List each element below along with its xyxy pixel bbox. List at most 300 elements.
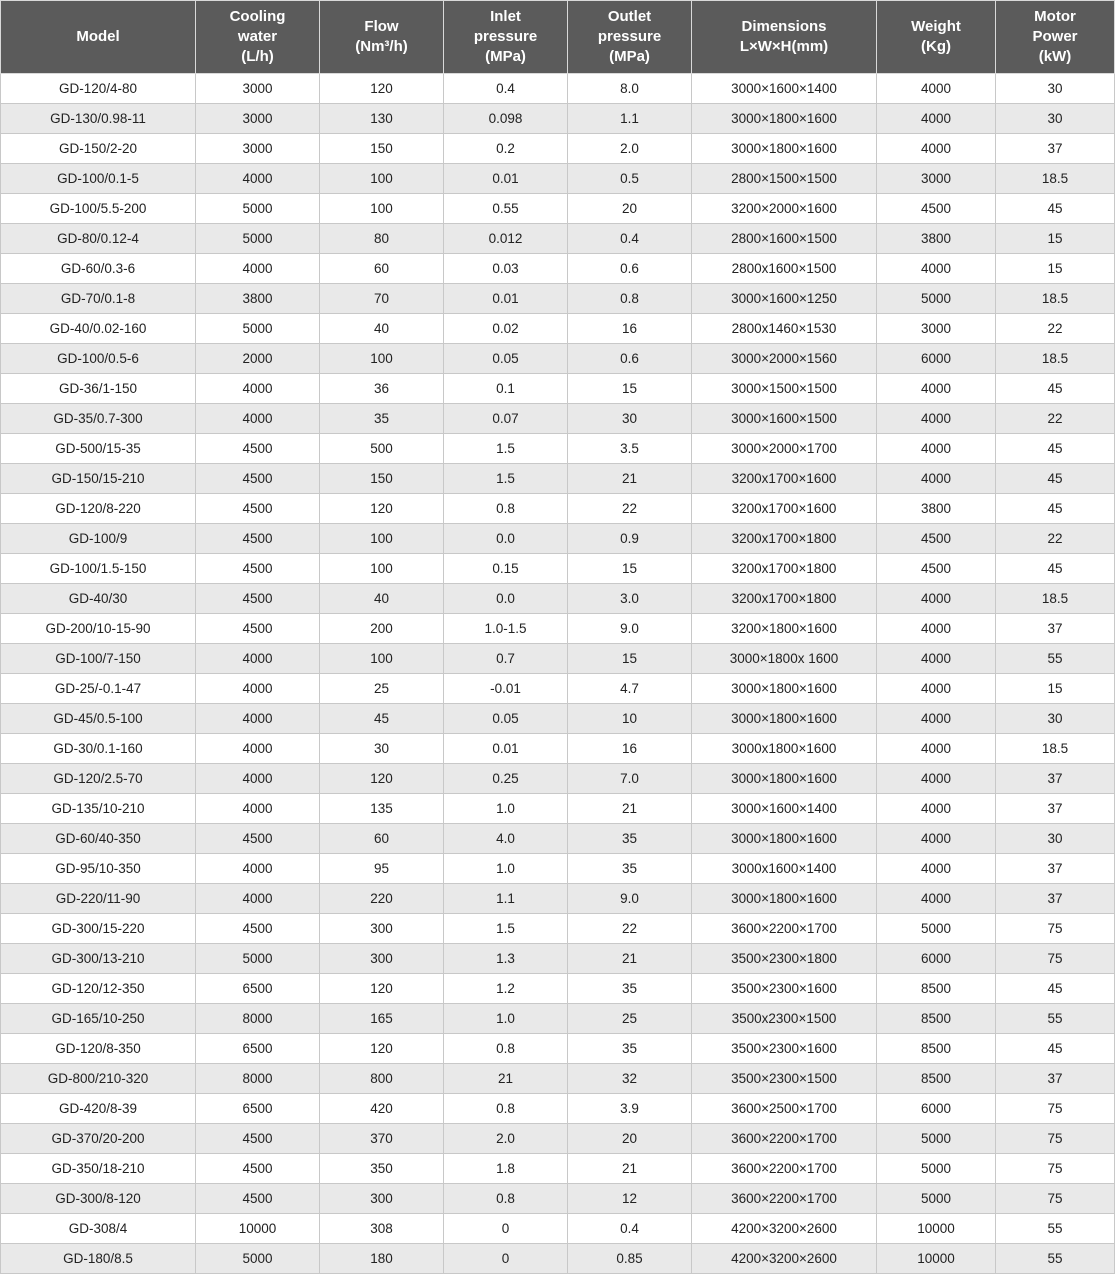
cell-flow: 130 bbox=[320, 104, 444, 134]
table-row bbox=[1, 704, 1115, 734]
cell-motor-power: 37 bbox=[996, 794, 1115, 824]
column-header-line: Inlet bbox=[490, 8, 521, 25]
table-row bbox=[1, 584, 1115, 614]
cell-inlet-pressure: 1.0 bbox=[444, 854, 568, 884]
cell-outlet-pressure: 0.5 bbox=[568, 164, 692, 194]
table-row bbox=[1, 404, 1115, 434]
cell-model: GD-120/2.5-70 bbox=[1, 764, 196, 794]
cell-dimensions: 3000×1600×1400 bbox=[692, 794, 877, 824]
cell-model: GD-35/0.7-300 bbox=[1, 404, 196, 434]
cell-inlet-pressure: 1.8 bbox=[444, 1154, 568, 1184]
table-row bbox=[1, 914, 1115, 944]
cell-weight: 3800 bbox=[877, 224, 996, 254]
cell-model: GD-25/-0.1-47 bbox=[1, 674, 196, 704]
cell-model: GD-200/10-15-90 bbox=[1, 614, 196, 644]
table-row bbox=[1, 644, 1115, 674]
cell-weight: 4000 bbox=[877, 704, 996, 734]
cell-dimensions: 3000×1800×1600 bbox=[692, 674, 877, 704]
cell-flow: 350 bbox=[320, 1154, 444, 1184]
cell-flow: 30 bbox=[320, 734, 444, 764]
cell-cooling-water: 4000 bbox=[196, 404, 320, 434]
cell-inlet-pressure: 0.8 bbox=[444, 494, 568, 524]
cell-model: GD-100/0.1-5 bbox=[1, 164, 196, 194]
column-header-line: Outlet bbox=[607, 8, 652, 25]
table-row bbox=[1, 374, 1115, 404]
cell-cooling-water: 4500 bbox=[196, 824, 320, 854]
cell-weight: 4000 bbox=[877, 794, 996, 824]
cell-inlet-pressure: 0.03 bbox=[444, 254, 568, 284]
cell-cooling-water: 4000 bbox=[196, 884, 320, 914]
column-header-flow bbox=[320, 1, 444, 74]
cell-outlet-pressure: 35 bbox=[568, 974, 692, 1004]
cell-inlet-pressure: 0.7 bbox=[444, 644, 568, 674]
cell-outlet-pressure: 0.8 bbox=[568, 284, 692, 314]
cell-inlet-pressure: 1.0 bbox=[444, 1004, 568, 1034]
cell-outlet-pressure: 0.4 bbox=[568, 1214, 692, 1244]
column-header-line: Cooling bbox=[229, 8, 286, 25]
cell-dimensions: 3200x1700×1800 bbox=[692, 554, 877, 584]
cell-flow: 300 bbox=[320, 1184, 444, 1214]
cell-outlet-pressure: 20 bbox=[568, 1124, 692, 1154]
cell-cooling-water: 10000 bbox=[196, 1214, 320, 1244]
column-header-line: (MPa) bbox=[609, 48, 650, 65]
cell-dimensions: 3000×1600×1250 bbox=[692, 284, 877, 314]
table-row bbox=[1, 764, 1115, 794]
cell-outlet-pressure: 20 bbox=[568, 194, 692, 224]
cell-inlet-pressure: 0.25 bbox=[444, 764, 568, 794]
cell-motor-power: 45 bbox=[996, 494, 1115, 524]
cell-motor-power: 45 bbox=[996, 434, 1115, 464]
cell-inlet-pressure: 4.0 bbox=[444, 824, 568, 854]
cell-dimensions: 2800x1460×1530 bbox=[692, 314, 877, 344]
table-body bbox=[1, 74, 1115, 1274]
cell-weight: 6000 bbox=[877, 944, 996, 974]
cell-outlet-pressure: 22 bbox=[568, 494, 692, 524]
cell-flow: 45 bbox=[320, 704, 444, 734]
column-header-line: Motor bbox=[1034, 8, 1076, 25]
column-header-inlet-pressure bbox=[444, 1, 568, 74]
cell-flow: 100 bbox=[320, 554, 444, 584]
cell-inlet-pressure: 0 bbox=[444, 1244, 568, 1274]
cell-flow: 120 bbox=[320, 764, 444, 794]
cell-motor-power: 15 bbox=[996, 674, 1115, 704]
cell-motor-power: 75 bbox=[996, 1124, 1115, 1154]
cell-outlet-pressure: 32 bbox=[568, 1064, 692, 1094]
table-row bbox=[1, 1124, 1115, 1154]
cell-weight: 5000 bbox=[877, 1154, 996, 1184]
cell-dimensions: 3500×2300×1600 bbox=[692, 974, 877, 1004]
cell-motor-power: 75 bbox=[996, 914, 1115, 944]
table-header bbox=[1, 1, 1115, 74]
column-header-line: Model bbox=[76, 28, 120, 45]
cell-motor-power: 45 bbox=[996, 464, 1115, 494]
cell-weight: 4000 bbox=[877, 464, 996, 494]
cell-model: GD-100/7-150 bbox=[1, 644, 196, 674]
cell-cooling-water: 4500 bbox=[196, 554, 320, 584]
cell-cooling-water: 4500 bbox=[196, 914, 320, 944]
cell-outlet-pressure: 21 bbox=[568, 1154, 692, 1184]
cell-model: GD-420/8-39 bbox=[1, 1094, 196, 1124]
cell-flow: 300 bbox=[320, 914, 444, 944]
cell-weight: 3000 bbox=[877, 164, 996, 194]
column-header-outlet-pressure bbox=[568, 1, 692, 74]
cell-inlet-pressure: 0.05 bbox=[444, 344, 568, 374]
cell-motor-power: 45 bbox=[996, 1034, 1115, 1064]
cell-outlet-pressure: 21 bbox=[568, 464, 692, 494]
cell-motor-power: 75 bbox=[996, 944, 1115, 974]
cell-dimensions: 3000x1600×1400 bbox=[692, 854, 877, 884]
cell-weight: 4000 bbox=[877, 254, 996, 284]
cell-dimensions: 3000×1800×1600 bbox=[692, 134, 877, 164]
cell-outlet-pressure: 0.85 bbox=[568, 1244, 692, 1274]
cell-model: GD-300/8-120 bbox=[1, 1184, 196, 1214]
cell-inlet-pressure: 1.0 bbox=[444, 794, 568, 824]
cell-model: GD-100/1.5-150 bbox=[1, 554, 196, 584]
cell-cooling-water: 5000 bbox=[196, 944, 320, 974]
cell-dimensions: 3600×2200×1700 bbox=[692, 914, 877, 944]
column-header-line: Weight bbox=[911, 18, 961, 35]
cell-cooling-water: 4500 bbox=[196, 1124, 320, 1154]
cell-outlet-pressure: 0.6 bbox=[568, 254, 692, 284]
column-header-line: (L/h) bbox=[241, 48, 274, 65]
cell-dimensions: 3000×1600×1500 bbox=[692, 404, 877, 434]
cell-motor-power: 37 bbox=[996, 614, 1115, 644]
cell-cooling-water: 4000 bbox=[196, 734, 320, 764]
cell-cooling-water: 4000 bbox=[196, 644, 320, 674]
cell-inlet-pressure: 0.01 bbox=[444, 284, 568, 314]
cell-dimensions: 3200x1700×1800 bbox=[692, 524, 877, 554]
cell-dimensions: 4200×3200×2600 bbox=[692, 1214, 877, 1244]
cell-dimensions: 3000×2000×1560 bbox=[692, 344, 877, 374]
cell-outlet-pressure: 3.5 bbox=[568, 434, 692, 464]
column-header-motor-power bbox=[996, 1, 1115, 74]
cell-weight: 4000 bbox=[877, 374, 996, 404]
cell-inlet-pressure: 0.15 bbox=[444, 554, 568, 584]
cell-flow: 180 bbox=[320, 1244, 444, 1274]
cell-motor-power: 30 bbox=[996, 74, 1115, 104]
cell-inlet-pressure: 0.0 bbox=[444, 584, 568, 614]
column-header-line: (MPa) bbox=[485, 48, 526, 65]
cell-inlet-pressure: 0.012 bbox=[444, 224, 568, 254]
table-row bbox=[1, 1214, 1115, 1244]
cell-motor-power: 30 bbox=[996, 104, 1115, 134]
cell-cooling-water: 4500 bbox=[196, 584, 320, 614]
cell-inlet-pressure: 0.8 bbox=[444, 1034, 568, 1064]
cell-cooling-water: 4000 bbox=[196, 374, 320, 404]
cell-model: GD-60/40-350 bbox=[1, 824, 196, 854]
cell-cooling-water: 3000 bbox=[196, 134, 320, 164]
cell-cooling-water: 3800 bbox=[196, 284, 320, 314]
cell-dimensions: 3500×2300×1600 bbox=[692, 1034, 877, 1064]
cell-flow: 120 bbox=[320, 1034, 444, 1064]
cell-weight: 4000 bbox=[877, 134, 996, 164]
cell-flow: 100 bbox=[320, 164, 444, 194]
cell-motor-power: 45 bbox=[996, 194, 1115, 224]
cell-cooling-water: 8000 bbox=[196, 1064, 320, 1094]
column-header-line: pressure bbox=[473, 28, 538, 45]
cell-cooling-water: 4500 bbox=[196, 494, 320, 524]
table-row bbox=[1, 314, 1115, 344]
cell-dimensions: 3500x2300×1500 bbox=[692, 1004, 877, 1034]
cell-outlet-pressure: 0.4 bbox=[568, 224, 692, 254]
cell-motor-power: 30 bbox=[996, 704, 1115, 734]
cell-motor-power: 30 bbox=[996, 824, 1115, 854]
cell-inlet-pressure: 0.05 bbox=[444, 704, 568, 734]
cell-weight: 5000 bbox=[877, 914, 996, 944]
cell-motor-power: 37 bbox=[996, 1064, 1115, 1094]
cell-model: GD-180/8.5 bbox=[1, 1244, 196, 1274]
table-row bbox=[1, 824, 1115, 854]
cell-inlet-pressure: 2.0 bbox=[444, 1124, 568, 1154]
cell-model: GD-36/1-150 bbox=[1, 374, 196, 404]
column-header-dimensions bbox=[692, 1, 877, 74]
cell-inlet-pressure: 0.0 bbox=[444, 524, 568, 554]
cell-flow: 25 bbox=[320, 674, 444, 704]
cell-flow: 100 bbox=[320, 344, 444, 374]
cell-model: GD-150/2-20 bbox=[1, 134, 196, 164]
cell-outlet-pressure: 7.0 bbox=[568, 764, 692, 794]
cell-flow: 40 bbox=[320, 314, 444, 344]
cell-model: GD-45/0.5-100 bbox=[1, 704, 196, 734]
cell-outlet-pressure: 35 bbox=[568, 1034, 692, 1064]
table-row bbox=[1, 104, 1115, 134]
cell-motor-power: 22 bbox=[996, 404, 1115, 434]
cell-dimensions: 3200x1700×1600 bbox=[692, 464, 877, 494]
cell-flow: 220 bbox=[320, 884, 444, 914]
cell-inlet-pressure: 1.2 bbox=[444, 974, 568, 1004]
column-header-line: (Kg) bbox=[921, 38, 951, 55]
cell-inlet-pressure: 1.5 bbox=[444, 464, 568, 494]
cell-inlet-pressure: 21 bbox=[444, 1064, 568, 1094]
cell-motor-power: 37 bbox=[996, 884, 1115, 914]
cell-motor-power: 15 bbox=[996, 254, 1115, 284]
cell-dimensions: 2800×1500×1500 bbox=[692, 164, 877, 194]
cell-weight: 4000 bbox=[877, 734, 996, 764]
cell-outlet-pressure: 22 bbox=[568, 914, 692, 944]
cell-cooling-water: 4500 bbox=[196, 614, 320, 644]
cell-outlet-pressure: 1.1 bbox=[568, 104, 692, 134]
cell-outlet-pressure: 10 bbox=[568, 704, 692, 734]
cell-inlet-pressure: 0.1 bbox=[444, 374, 568, 404]
cell-flow: 165 bbox=[320, 1004, 444, 1034]
cell-weight: 4500 bbox=[877, 554, 996, 584]
cell-cooling-water: 8000 bbox=[196, 1004, 320, 1034]
cell-weight: 4500 bbox=[877, 194, 996, 224]
cell-outlet-pressure: 0.6 bbox=[568, 344, 692, 374]
table-row bbox=[1, 734, 1115, 764]
cell-inlet-pressure: 1.5 bbox=[444, 914, 568, 944]
cell-weight: 3800 bbox=[877, 494, 996, 524]
cell-model: GD-40/30 bbox=[1, 584, 196, 614]
cell-outlet-pressure: 4.7 bbox=[568, 674, 692, 704]
column-header-line: L×W×H(mm) bbox=[739, 38, 829, 55]
cell-flow: 100 bbox=[320, 644, 444, 674]
column-header-weight bbox=[877, 1, 996, 74]
cell-model: GD-220/11-90 bbox=[1, 884, 196, 914]
cell-model: GD-100/5.5-200 bbox=[1, 194, 196, 224]
cell-cooling-water: 6500 bbox=[196, 1034, 320, 1064]
cell-dimensions: 3000x1800×1600 bbox=[692, 734, 877, 764]
table-row bbox=[1, 614, 1115, 644]
table-row bbox=[1, 524, 1115, 554]
cell-model: GD-40/0.02-160 bbox=[1, 314, 196, 344]
table-row bbox=[1, 1244, 1115, 1274]
cell-weight: 4000 bbox=[877, 764, 996, 794]
cell-motor-power: 55 bbox=[996, 1004, 1115, 1034]
cell-weight: 4500 bbox=[877, 524, 996, 554]
column-header-cooling-water bbox=[196, 1, 320, 74]
cell-cooling-water: 3000 bbox=[196, 74, 320, 104]
cell-cooling-water: 5000 bbox=[196, 1244, 320, 1274]
cell-motor-power: 22 bbox=[996, 524, 1115, 554]
cell-weight: 4000 bbox=[877, 674, 996, 704]
table-row bbox=[1, 1094, 1115, 1124]
cell-cooling-water: 5000 bbox=[196, 194, 320, 224]
cell-weight: 10000 bbox=[877, 1214, 996, 1244]
table-row bbox=[1, 164, 1115, 194]
cell-dimensions: 3600×2200×1700 bbox=[692, 1154, 877, 1184]
cell-cooling-water: 4000 bbox=[196, 794, 320, 824]
cell-inlet-pressure: 0.07 bbox=[444, 404, 568, 434]
column-header-line: pressure bbox=[597, 28, 662, 45]
cell-weight: 10000 bbox=[877, 1244, 996, 1274]
cell-outlet-pressure: 9.0 bbox=[568, 884, 692, 914]
cell-flow: 500 bbox=[320, 434, 444, 464]
cell-cooling-water: 4500 bbox=[196, 434, 320, 464]
cell-motor-power: 18.5 bbox=[996, 344, 1115, 374]
cell-dimensions: 3500×2300×1500 bbox=[692, 1064, 877, 1094]
cell-weight: 6000 bbox=[877, 1094, 996, 1124]
cell-motor-power: 45 bbox=[996, 974, 1115, 1004]
cell-dimensions: 3500×2300×1800 bbox=[692, 944, 877, 974]
cell-model: GD-120/8-220 bbox=[1, 494, 196, 524]
header-row bbox=[1, 1, 1115, 74]
table-row bbox=[1, 284, 1115, 314]
cell-flow: 150 bbox=[320, 134, 444, 164]
cell-inlet-pressure: 0.8 bbox=[444, 1184, 568, 1214]
cell-model: GD-120/4-80 bbox=[1, 74, 196, 104]
cell-motor-power: 55 bbox=[996, 1214, 1115, 1244]
cell-model: GD-100/9 bbox=[1, 524, 196, 554]
cell-flow: 95 bbox=[320, 854, 444, 884]
cell-weight: 6000 bbox=[877, 344, 996, 374]
cell-cooling-water: 4500 bbox=[196, 524, 320, 554]
cell-flow: 35 bbox=[320, 404, 444, 434]
cell-flow: 100 bbox=[320, 524, 444, 554]
cell-dimensions: 2800×1600×1500 bbox=[692, 224, 877, 254]
cell-inlet-pressure: 1.5 bbox=[444, 434, 568, 464]
cell-outlet-pressure: 12 bbox=[568, 1184, 692, 1214]
column-header-line: Flow bbox=[364, 18, 399, 35]
table-row bbox=[1, 494, 1115, 524]
cell-outlet-pressure: 3.0 bbox=[568, 584, 692, 614]
cell-model: GD-70/0.1-8 bbox=[1, 284, 196, 314]
cell-flow: 36 bbox=[320, 374, 444, 404]
cell-dimensions: 3600×2200×1700 bbox=[692, 1184, 877, 1214]
cell-cooling-water: 4000 bbox=[196, 674, 320, 704]
cell-model: GD-370/20-200 bbox=[1, 1124, 196, 1154]
cell-weight: 4000 bbox=[877, 824, 996, 854]
column-header-line: Power bbox=[1032, 28, 1078, 45]
cell-outlet-pressure: 8.0 bbox=[568, 74, 692, 104]
cell-outlet-pressure: 15 bbox=[568, 644, 692, 674]
cell-cooling-water: 4000 bbox=[196, 764, 320, 794]
cell-outlet-pressure: 25 bbox=[568, 1004, 692, 1034]
cell-weight: 4000 bbox=[877, 614, 996, 644]
cell-flow: 60 bbox=[320, 824, 444, 854]
cell-motor-power: 45 bbox=[996, 374, 1115, 404]
column-header-line: Dimensions bbox=[741, 18, 827, 35]
cell-weight: 8500 bbox=[877, 1034, 996, 1064]
column-header-line: water bbox=[237, 28, 278, 45]
cell-motor-power: 55 bbox=[996, 644, 1115, 674]
cell-flow: 120 bbox=[320, 974, 444, 1004]
cell-outlet-pressure: 35 bbox=[568, 824, 692, 854]
cell-model: GD-135/10-210 bbox=[1, 794, 196, 824]
cell-flow: 40 bbox=[320, 584, 444, 614]
cell-model: GD-30/0.1-160 bbox=[1, 734, 196, 764]
table-row bbox=[1, 1154, 1115, 1184]
cell-model: GD-165/10-250 bbox=[1, 1004, 196, 1034]
cell-dimensions: 4200×3200×2600 bbox=[692, 1244, 877, 1274]
cell-flow: 420 bbox=[320, 1094, 444, 1124]
table-row bbox=[1, 134, 1115, 164]
cell-flow: 800 bbox=[320, 1064, 444, 1094]
cell-motor-power: 75 bbox=[996, 1154, 1115, 1184]
cell-cooling-water: 3000 bbox=[196, 104, 320, 134]
cell-inlet-pressure: 0.2 bbox=[444, 134, 568, 164]
cell-dimensions: 3000×1800x 1600 bbox=[692, 644, 877, 674]
cell-motor-power: 22 bbox=[996, 314, 1115, 344]
cell-outlet-pressure: 21 bbox=[568, 794, 692, 824]
cell-outlet-pressure: 0.9 bbox=[568, 524, 692, 554]
cell-flow: 70 bbox=[320, 284, 444, 314]
cell-cooling-water: 4500 bbox=[196, 464, 320, 494]
cell-outlet-pressure: 16 bbox=[568, 734, 692, 764]
cell-model: GD-130/0.98-11 bbox=[1, 104, 196, 134]
cell-motor-power: 18.5 bbox=[996, 284, 1115, 314]
table-row bbox=[1, 884, 1115, 914]
cell-flow: 60 bbox=[320, 254, 444, 284]
cell-inlet-pressure: 0.55 bbox=[444, 194, 568, 224]
cell-motor-power: 18.5 bbox=[996, 164, 1115, 194]
cell-flow: 120 bbox=[320, 494, 444, 524]
cell-motor-power: 55 bbox=[996, 1244, 1115, 1274]
cell-model: GD-60/0.3-6 bbox=[1, 254, 196, 284]
cell-cooling-water: 4000 bbox=[196, 254, 320, 284]
table-row bbox=[1, 194, 1115, 224]
cell-weight: 4000 bbox=[877, 434, 996, 464]
cell-flow: 80 bbox=[320, 224, 444, 254]
cell-dimensions: 3000×1500×1500 bbox=[692, 374, 877, 404]
cell-weight: 4000 bbox=[877, 884, 996, 914]
cell-cooling-water: 6500 bbox=[196, 1094, 320, 1124]
cell-dimensions: 3200x1700×1600 bbox=[692, 494, 877, 524]
cell-flow: 308 bbox=[320, 1214, 444, 1244]
cell-flow: 300 bbox=[320, 944, 444, 974]
cell-dimensions: 3600×2200×1700 bbox=[692, 1124, 877, 1154]
cell-cooling-water: 4500 bbox=[196, 1184, 320, 1214]
cell-model: GD-350/18-210 bbox=[1, 1154, 196, 1184]
table-row bbox=[1, 1034, 1115, 1064]
column-header-line: (kW) bbox=[1038, 48, 1072, 65]
table-row bbox=[1, 974, 1115, 1004]
cell-flow: 150 bbox=[320, 464, 444, 494]
table-row bbox=[1, 1184, 1115, 1214]
cell-weight: 4000 bbox=[877, 74, 996, 104]
cell-inlet-pressure: 0.4 bbox=[444, 74, 568, 104]
cell-dimensions: 3000×1800×1600 bbox=[692, 704, 877, 734]
